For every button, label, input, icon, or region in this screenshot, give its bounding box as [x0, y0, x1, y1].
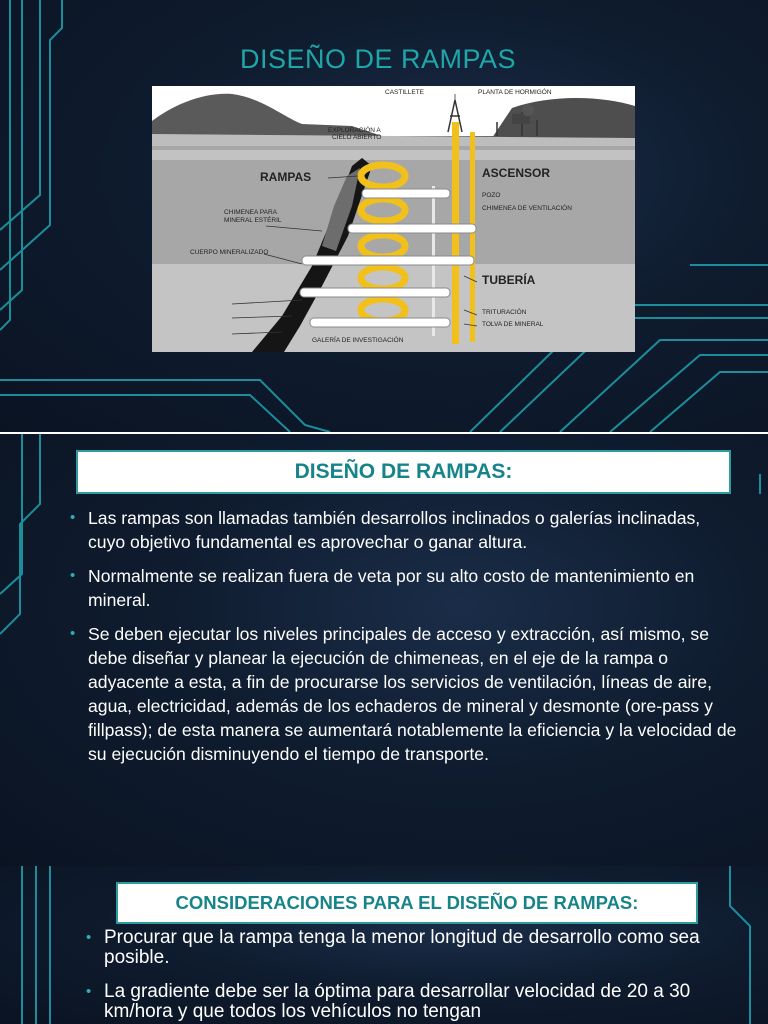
label-exploracion-1: EXPLORACIÓN A [328, 127, 381, 134]
label-planta: PLANTA DE HORMIGÓN [478, 89, 552, 96]
label-chimenea-vent: CHIMENEA DE VENTILACIÓN [482, 205, 572, 212]
slide-1 [0, 0, 768, 432]
label-exploracion-2: CIELO ABIERTO [332, 134, 382, 141]
slide-title: DISEÑO DE RAMPAS [239, 44, 517, 74]
label-pozo: POZO [482, 192, 501, 199]
slide-2 [0, 434, 768, 866]
label-ascensor: ASCENSOR [482, 166, 551, 180]
bullet-text: Se deben ejecutar los niveles principales de acceso y extracción, así mismo, se debe diseñar y planear la ejecución de chimeneas, en el eje de la rampa o adyacente a esta, a fin de procurarse los servicios de ventilación, líneas de aire, agua, electricidad, además de los echaderos de mineral y desmonte (ore-pass y fillpass); de esta manera se aumentará notablemente la eficiencia y la velocidad de su ejecución disminuyendo el tiempo de transporte. [88, 624, 737, 764]
label-chimenea-esteril-2: MINERAL ESTÉRIL [224, 217, 282, 224]
bullet-dot-icon: • [70, 509, 76, 526]
list-item [86, 982, 746, 1022]
label-cuerpo: CUERPO MINERALIZADO [190, 249, 269, 256]
bullet-text: La gradiente debe ser la óptima para desarrollar velocidad de 20 a 30 km/hora y que todos los vehículos no tengan [104, 981, 691, 1022]
mine-diagram [152, 86, 635, 352]
bullet-dot-icon: • [86, 983, 92, 1000]
label-tolva: TOLVA DE MINERAL [482, 321, 544, 328]
list-item [70, 564, 740, 612]
label-castillete: CASTILLETE [385, 89, 425, 96]
bullet-text: Las rampas son llamadas también desarrollos inclinados o galerías inclinadas, cuyo objetivo fundamental es aprovechar o ganar altura. [88, 508, 701, 552]
list-item [86, 928, 746, 968]
label-rampas: RAMPAS [260, 170, 312, 184]
bullet-text: Normalmente se realizan fuera de veta por su alto costo de mantenimiento en mineral. [88, 566, 695, 610]
bullet-text: Procurar que la rampa tenga la menor longitud de desarrollo como sea posible. [104, 927, 700, 968]
list-item [70, 506, 740, 554]
section-heading: DISEÑO DE RAMPAS: [76, 450, 731, 494]
list-item [70, 622, 740, 766]
bullet-dot-icon: • [70, 625, 76, 642]
label-trituracion: TRITURACIÓN [482, 309, 527, 316]
label-chimenea-esteril-1: CHIMENEA PARA [224, 209, 277, 216]
label-tuberia: TUBERÍA [482, 273, 536, 287]
bullet-list [70, 506, 740, 776]
bullet-dot-icon: • [86, 929, 92, 946]
label-galeria: GALERÍA DE INVESTIGACIÓN [312, 337, 404, 344]
bullet-list [86, 928, 746, 1024]
bullet-dot-icon: • [70, 567, 76, 584]
slide-3 [0, 866, 768, 1024]
section-heading: CONSIDERACIONES PARA EL DISEÑO DE RAMPAS: [116, 882, 698, 924]
